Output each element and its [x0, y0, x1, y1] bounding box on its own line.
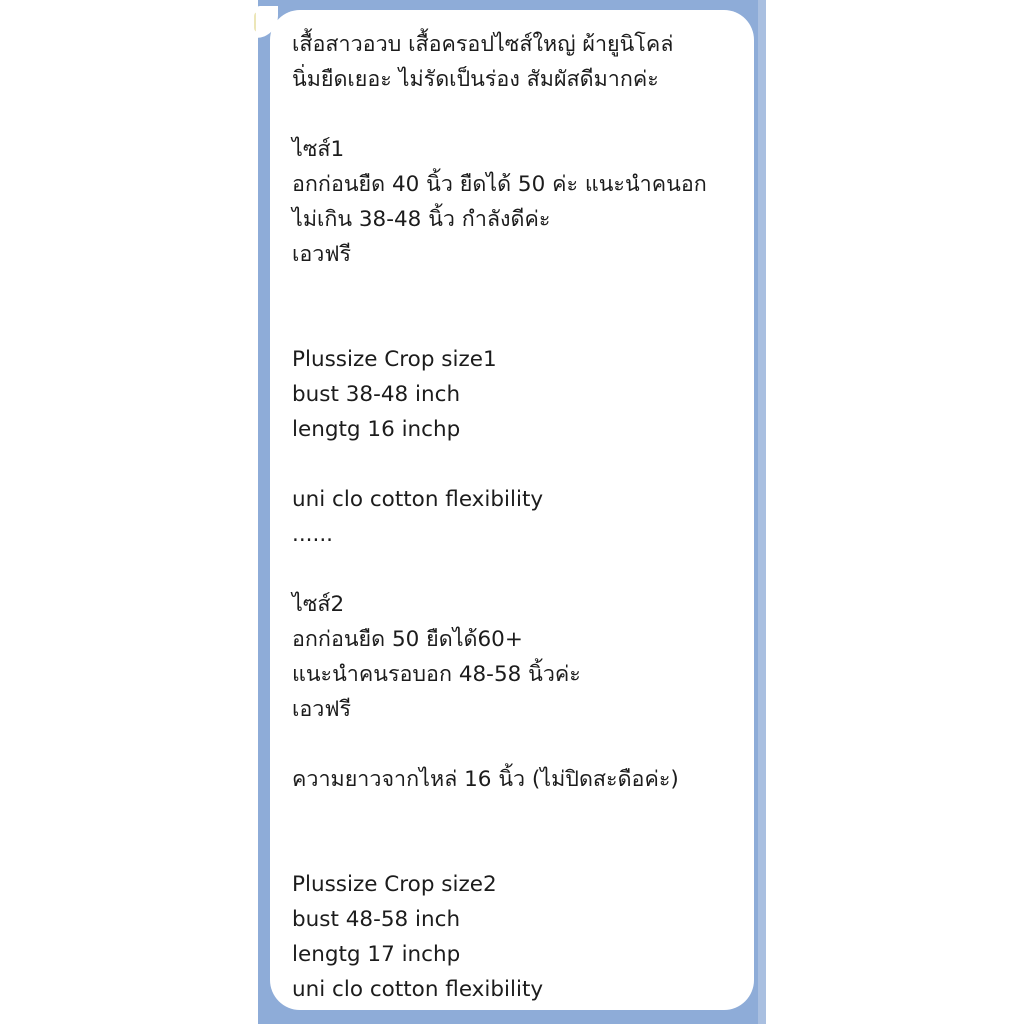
message-blank-line: [292, 307, 750, 342]
message-line: bust 38-48 inch: [292, 382, 461, 407]
message-text[interactable]: [292, 27, 750, 1007]
message-line: เอวฟรี: [292, 697, 352, 722]
message-line: ความยาวจากไหล่ 16 นิ้ว (ไม่ปิดสะดือค่ะ): [292, 767, 679, 792]
message-line: Plussize Crop size2: [292, 872, 497, 897]
message-line: uni clo cotton flexibility: [292, 977, 544, 1002]
message-line: แนะนำคนรอบอก 48-58 นิ้วค่ะ: [292, 662, 581, 687]
message-line: อกก่อนยืด 40 นิ้ว ยืดได้ 50 ค่ะ แนะนำคนอก: [292, 172, 707, 197]
message-line: lengtg 17 inchp: [292, 942, 461, 967]
message-line: ......: [292, 522, 334, 547]
message-line: นิ่มยืดเยอะ ไม่รัดเป็นร่อง สัมผัสดีมากค่ะ: [292, 67, 659, 92]
message-blank-line: [292, 97, 750, 132]
message-blank-line: [292, 797, 750, 832]
message-blank-line: [292, 447, 750, 482]
chat-scroll-edge: [758, 0, 766, 1024]
message-blank-line: [292, 552, 750, 587]
message-line: Plussize Crop size1: [292, 347, 497, 372]
message-blank-line: [292, 832, 750, 867]
message-line: uni clo cotton flexibility: [292, 487, 544, 512]
message-line: ไซส์2: [292, 592, 345, 617]
message-line: ไม่เกิน 38-48 นิ้ว กำลังดีค่ะ: [292, 207, 551, 232]
message-line: เสื้อสาวอวบ เสื้อครอปไซส์ใหญ่ ผ้ายูนิโคล่: [292, 32, 674, 57]
message-line: lengtg 16 inchp: [292, 417, 461, 442]
message-blank-line: [292, 272, 750, 307]
message-line: ไซส์1: [292, 137, 345, 162]
message-blank-line: [292, 727, 750, 762]
message-line: อกก่อนยืด 50 ยืดได้60+: [292, 627, 523, 652]
message-line: bust 48-58 inch: [292, 907, 461, 932]
message-line: เอวฟรี: [292, 242, 352, 267]
